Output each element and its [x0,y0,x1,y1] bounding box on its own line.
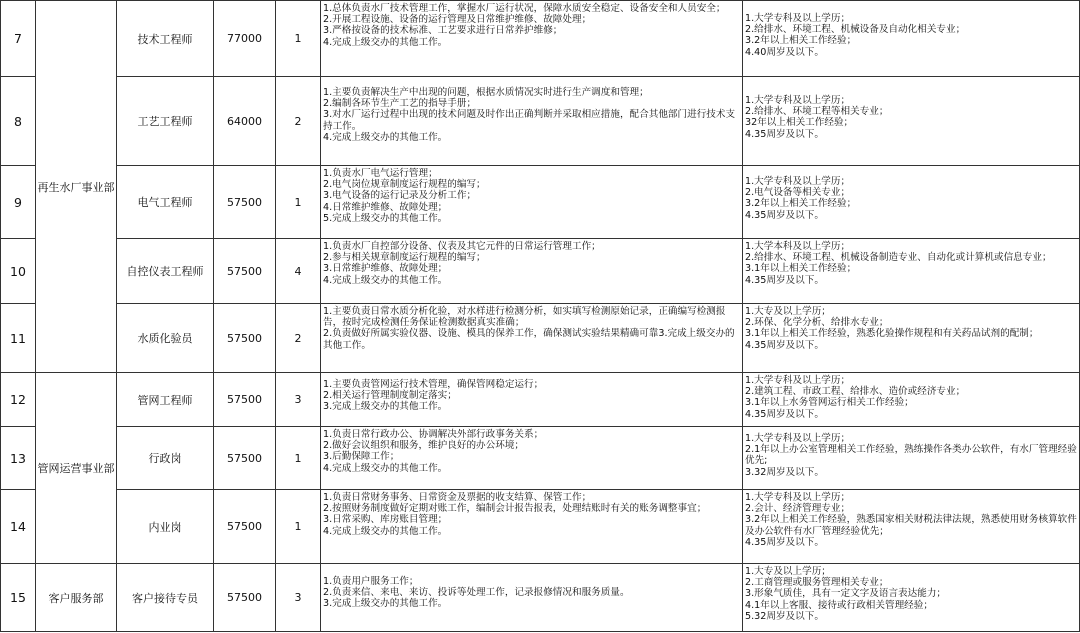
headcount-cell: 1 [276,1,321,77]
row-number: 8 [1,77,36,166]
headcount-cell: 1 [276,427,321,490]
requirement-line: 3.2年以上相关工作经验； [745,198,857,210]
responsibility-line: 3.日常维护维修、故障处理； [323,263,448,275]
responsibility-line: 5.完成上级交办的其他工作。 [323,212,448,224]
table-row [1,77,1080,166]
table-row [1,304,1080,373]
position-cell: 电气工程师 [117,166,214,239]
row-number: 11 [1,304,36,373]
department-cell: 客户服务部 [36,564,117,632]
salary-cell: 57500 [214,166,276,239]
position-cell: 管网工程师 [117,373,214,427]
requirement-line: 2.给排水、环境工程、机械设备及自动化相关专业； [745,24,966,36]
position-cell: 工艺工程师 [117,77,214,166]
responsibility-line: 2.参与相关规章制度运行规程的编写； [323,252,486,264]
row-number: 12 [1,373,36,427]
row-number: 9 [1,166,36,239]
responsibility-line: 4.完成上级交办的其他工作。 [323,525,448,537]
requirement-line: 4.35周岁及以下。 [745,274,824,286]
responsibility-line: 2.电气岗位规章制度运行规程的编写； [323,179,486,191]
responsibility-line: 2.相关运行管理制度制定落实； [323,390,457,402]
requirements-cell [743,373,1080,427]
requirement-line: 4.35周岁及以下。 [745,128,824,140]
salary-cell: 77000 [214,1,276,77]
position-cell: 行政岗 [117,427,214,490]
responsibility-line: 1.负责日常财务事务、日常资金及票据的收支结算、保管工作； [323,492,592,503]
requirement-line: 2.给排水、环境工程、机械设备制造专业、自动化或计算机或信息专业； [745,252,1052,264]
requirement-line: 1.大学专科及以上学历； [745,433,851,444]
requirements-cell [743,166,1080,239]
requirement-line: 4.35周岁及以下。 [745,536,824,548]
responsibility-line: 2.做好会议组织和服务，维护良好的办公环境； [323,440,525,452]
responsibilities-cell [321,427,743,490]
requirement-line: 1.大学专科及以上学历； [745,375,851,386]
responsibility-line: 1.总体负责水厂技术管理工作，掌握水厂运行状况，保障水质安全稳定、设备安全和人员安全； [323,3,726,14]
requirement-line: 3.1年以上相关工作经验，熟悉化验操作规程和有关药品试剂的配制； [745,328,1039,340]
table-row [1,564,1080,632]
position-cell: 自控仪表工程师 [117,239,214,304]
table-row [1,166,1080,239]
requirement-line: 1.大学本科及以上学历； [745,241,851,252]
headcount-cell: 3 [276,564,321,632]
table-row [1,373,1080,427]
responsibility-line: 2.负责来信、来电、来访、投诉等处理工作，记录报修情况和服务质量。 [323,587,630,599]
requirement-line: 3.2年以上相关工作经验，熟悉国家相关财税法律法规，熟悉使用财务核算软件及办公软件有水厂管理经验优先； [745,514,1077,537]
responsibilities-cell [321,1,743,77]
responsibility-line: 3.后勤保障工作； [323,451,400,463]
requirement-line: 5.32周岁及以下。 [745,610,824,622]
requirement-line: 2.1年以上办公室管理相关工作经验，熟练操作各类办公软件，有水厂管理经验优先; [745,444,1077,467]
department-cell: 再生水厂事业部 [36,1,117,373]
requirement-line: 2.给排水、环境工程等相关专业； [745,106,889,118]
requirement-line: 4.35周岁及以下。 [745,209,824,221]
responsibility-line: 1.负责日常行政办公、协调解决外部行政事务关系； [323,429,544,440]
responsibility-line: 1.主要负责解决生产中出现的问题，根据水质情况实时进行生产调度和管理； [323,87,649,98]
headcount-cell: 2 [276,77,321,166]
salary-cell: 57500 [214,564,276,632]
responsibilities-cell [321,564,743,632]
salary-cell: 57500 [214,304,276,373]
responsibility-line: 3.电气设备的运行记录及分析工作； [323,190,477,202]
requirements-cell [743,490,1080,564]
responsibility-line: 3.日常采购、库房账目管理； [323,514,448,526]
requirements-cell [743,564,1080,632]
responsibility-line: 2.开展工程设施、设备的运行管理及日常维护维修、故障处理； [323,14,592,26]
requirement-line: 32年以上相关工作经验； [745,117,854,129]
row-number: 13 [1,427,36,490]
requirement-line: 2.环保、化学分析、给排水专业； [745,317,889,329]
responsibility-line: 4.完成上级交办的其他工作。 [323,36,448,48]
requirement-line: 4.35周岁及以下。 [745,408,824,420]
position-cell: 技术工程师 [117,1,214,77]
responsibility-line: 3.完成上级交办的其他工作。 [323,598,448,610]
salary-cell: 57500 [214,239,276,304]
requirements-cell [743,77,1080,166]
responsibility-line: 3.完成上级交办的其他工作。 [323,401,448,413]
requirement-line: 2.建筑工程、市政工程、给排水、造价或经济专业； [745,386,966,398]
responsibilities-cell [321,166,743,239]
responsibilities-cell [321,490,743,564]
responsibilities-cell [321,373,743,427]
responsibility-line: 4.完成上级交办的其他工作。 [323,131,448,143]
requirement-line: 1.大学专科及以上学历； [745,492,851,503]
table-row [1,427,1080,490]
requirement-line: 1.大学专科及以上学历； [745,176,851,187]
row-number: 10 [1,239,36,304]
headcount-cell: 3 [276,373,321,427]
headcount-cell: 1 [276,166,321,239]
responsibility-line: 4.完成上级交办的其他工作。 [323,462,448,474]
requirement-line: 2.电气设备等相关专业； [745,187,851,199]
department-cell: 管网运营事业部 [36,373,117,564]
position-cell: 内业岗 [117,490,214,564]
requirement-line: 3.形象气质佳，具有一定文字及语言表达能力； [745,588,947,600]
responsibility-line: 2.编制各环节生产工艺的指导手册； [323,98,477,110]
requirement-line: 2.会计、经济管理专业； [745,503,851,515]
responsibility-line: 4.完成上级交办的其他工作。 [323,274,448,286]
responsibilities-cell [321,304,743,373]
row-number: 7 [1,1,36,77]
headcount-cell: 4 [276,239,321,304]
requirements-cell [743,304,1080,373]
headcount-cell: 2 [276,304,321,373]
requirements-cell [743,1,1080,77]
requirement-line: 3.32周岁及以下。 [745,466,824,478]
requirement-line: 1.大专及以上学历； [745,566,831,577]
requirement-line: 1.大专及以上学历； [745,306,831,317]
requirement-line: 3.1年以上相关工作经验； [745,263,857,275]
salary-cell: 57500 [214,427,276,490]
requirement-line: 1.大学专科及以上学历； [745,13,851,24]
responsibility-line: 1.负责水厂电气运行管理； [323,168,438,179]
position-cell: 客户接待专员 [117,564,214,632]
row-number: 15 [1,564,36,632]
requirement-line: 4.35周岁及以下。 [745,339,824,351]
headcount-cell: 1 [276,490,321,564]
requirements-cell [743,427,1080,490]
responsibility-line: 1.主要负责管网运行技术管理，确保管网稳定运行； [323,379,544,390]
position-cell: 水质化验员 [117,304,214,373]
salary-cell: 57500 [214,490,276,564]
responsibility-line: 4.日常维护维修、故障处理； [323,201,448,213]
salary-cell: 64000 [214,77,276,166]
requirement-line: 1.大学专科及以上学历； [745,95,851,106]
responsibility-line: 2.负责做好所属实验仪器、设施、模具的保养工作，确保测试实验结果精确可靠3.完成上级交办的其他工作。 [323,328,735,351]
requirement-line: 3.2年以上相关工作经验； [745,35,857,47]
requirements-cell [743,239,1080,304]
responsibility-line: 1.主要负责日常水质分析化验，对水样进行检测分析，如实填写检测原始记录，正确编写检测报告，按时完成检测任务保证检测数据真实准确； [323,306,726,329]
requirement-line: 4.1年以上客服、接待或行政相关管理经验； [745,599,933,611]
responsibilities-cell [321,77,743,166]
row-number: 14 [1,490,36,564]
salary-cell: 57500 [214,373,276,427]
responsibility-line: 1.负责用户服务工作； [323,576,419,587]
table-row [1,239,1080,304]
table-row [1,490,1080,564]
responsibility-line: 1.负责水厂自控部分设备、仪表及其它元件的日常运行管理工作； [323,241,601,252]
responsibility-line: 3.严格按设备的技术标准、工艺要求进行日常养护维修； [323,25,563,37]
responsibilities-cell [321,239,743,304]
requirement-line: 4.40周岁及以下。 [745,46,824,58]
table-row [1,1,1080,77]
requirement-line: 2.工商管理或服务管理相关专业； [745,577,889,589]
responsibility-line: 3.对水厂运行过程中出现的技术问题及时作出正确判断并采取相应措施，配合其他部门进行技术支持工作。 [323,109,736,132]
responsibility-line: 2.按照财务制度做好定期对账工作，编制会计报告报表，处理结账时有关的账务调整事宜； [323,503,707,515]
requirement-line: 3.1年以上水务管网运行相关工作经验； [745,397,914,409]
